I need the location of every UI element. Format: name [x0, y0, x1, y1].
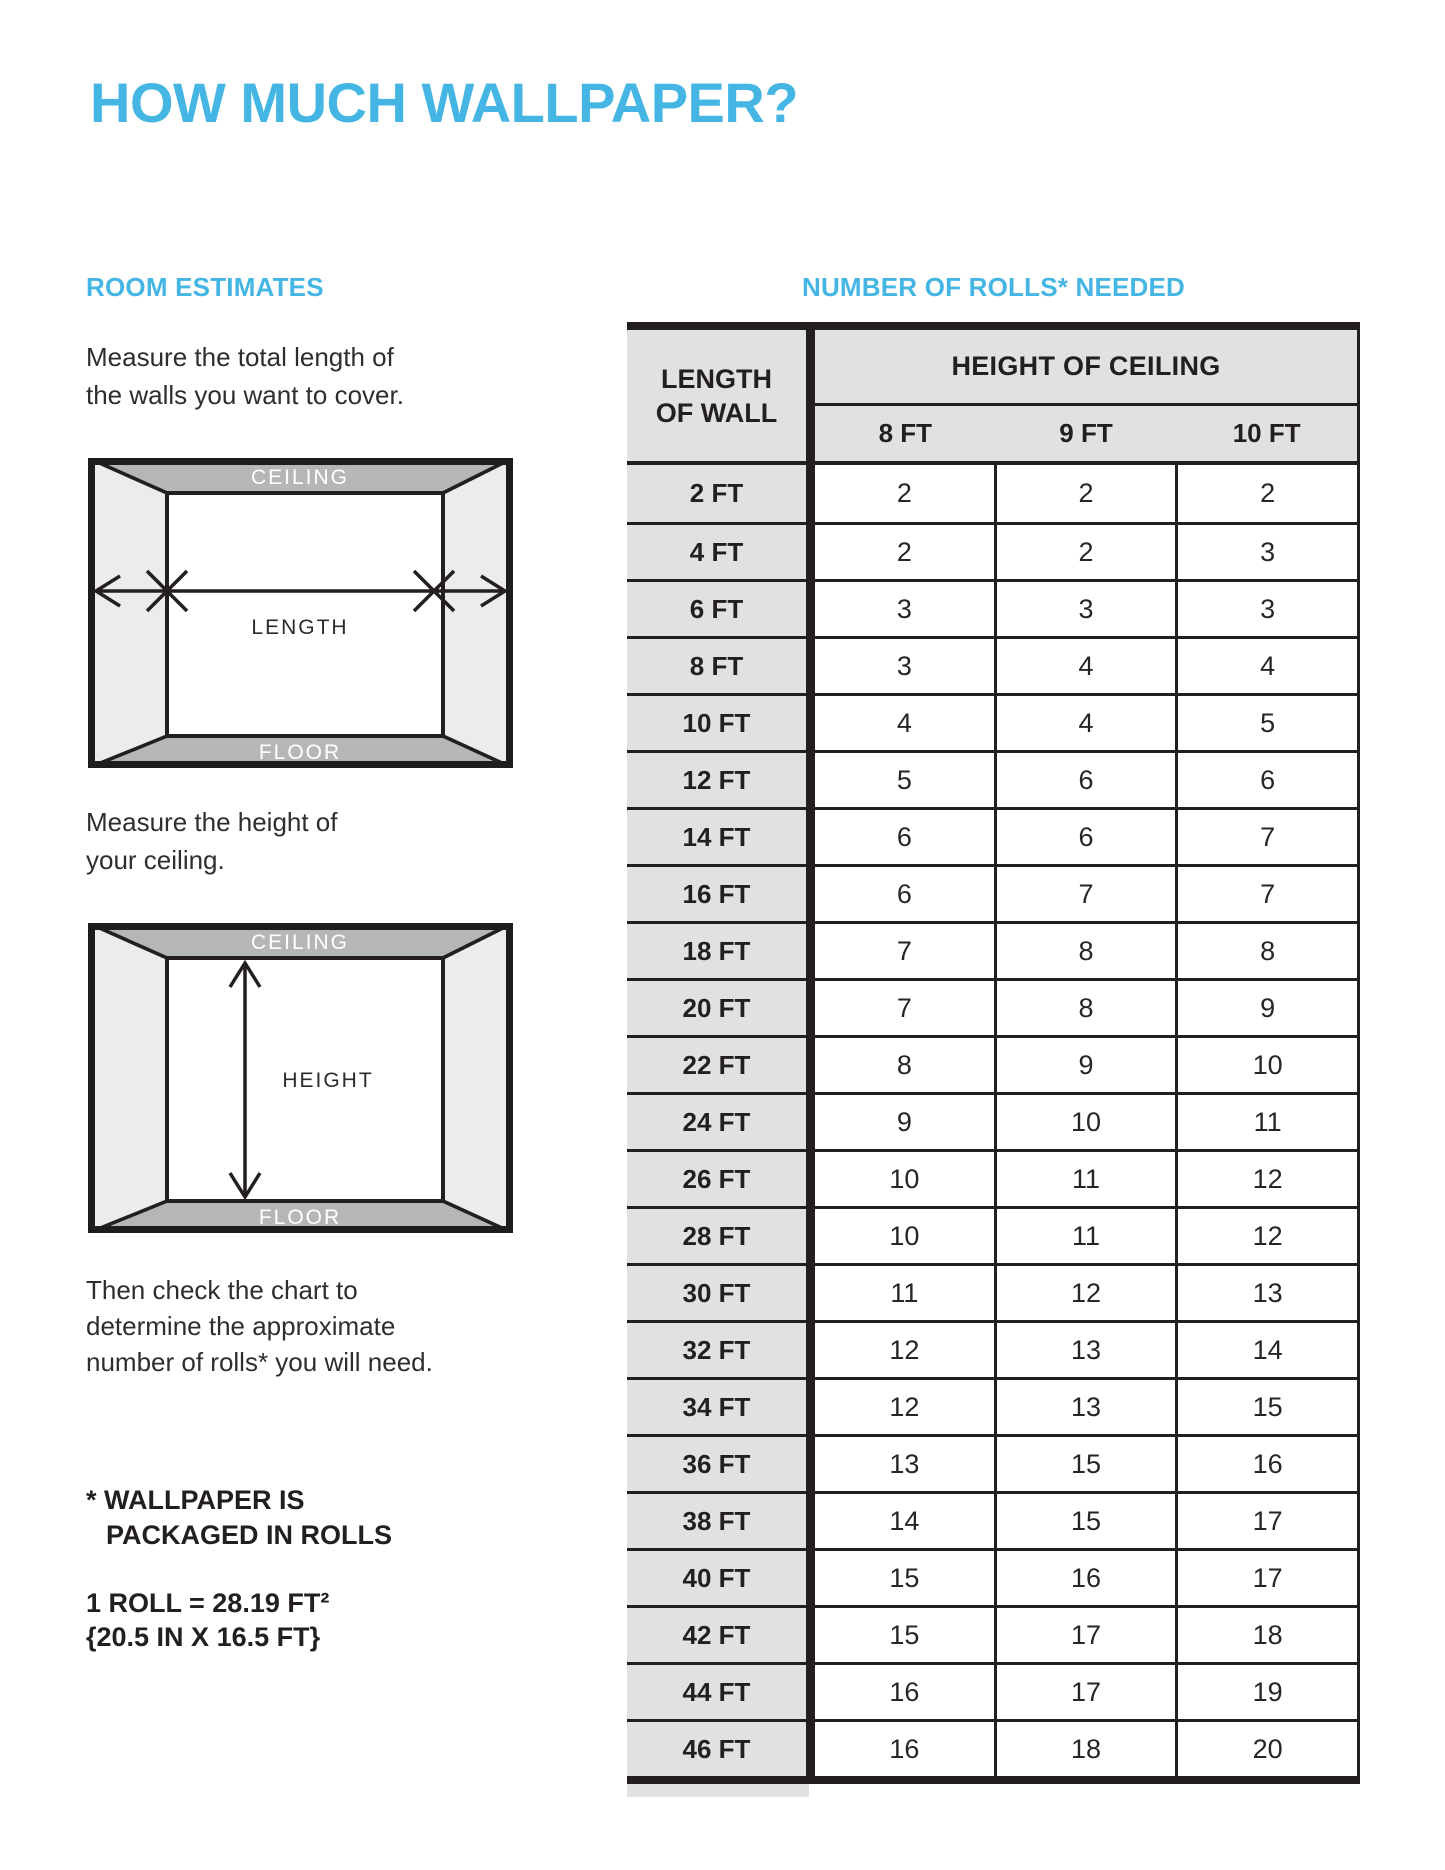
- roll-count-cell: 11: [994, 1152, 1176, 1206]
- floor-label: FLOOR: [258, 1206, 342, 1229]
- roll-count-cell: 7: [1175, 810, 1357, 864]
- roll-count-cell: 5: [815, 753, 994, 807]
- roll-count-cell: 4: [1175, 639, 1357, 693]
- column-divider: [806, 696, 815, 750]
- row-label-wall-length: 42 FT: [627, 1608, 806, 1662]
- roll-count-cell: 7: [815, 981, 994, 1035]
- column-divider: [806, 867, 815, 921]
- roll-count-cell: 4: [994, 639, 1176, 693]
- table-row: [627, 465, 1357, 522]
- roll-count-cell: 16: [815, 1665, 994, 1719]
- roll-count-cell: 6: [994, 810, 1176, 864]
- table-row: [627, 807, 1357, 864]
- height-of-ceiling-header: HEIGHT OF CEILING: [815, 330, 1357, 406]
- roll-count-cell: 13: [994, 1323, 1176, 1377]
- right-wall-surface: [443, 458, 513, 768]
- roll-count-cell: 2: [994, 465, 1176, 522]
- row-label-wall-length: 10 FT: [627, 696, 806, 750]
- table-row: [627, 1263, 1357, 1320]
- column-divider: [806, 330, 815, 461]
- roll-count-cell: 20: [1175, 1722, 1357, 1776]
- roll-count-cell: 13: [815, 1437, 994, 1491]
- roll-count-cell: 3: [994, 582, 1176, 636]
- column-divider: [806, 753, 815, 807]
- column-divider: [806, 1722, 815, 1776]
- roll-count-cell: 15: [815, 1551, 994, 1605]
- roll-count-cell: 11: [1175, 1095, 1357, 1149]
- wallpaper-rolls-footnote: [86, 1483, 392, 1553]
- table-row: [627, 1092, 1357, 1149]
- roll-count-cell: 16: [1175, 1437, 1357, 1491]
- roll-count-cell: 13: [1175, 1266, 1357, 1320]
- column-divider: [806, 525, 815, 579]
- roll-count-cell: 7: [994, 867, 1176, 921]
- column-divider: [806, 1551, 815, 1605]
- step1-instruction: Measure the total length of the walls you want to cover.: [86, 342, 404, 410]
- ceiling-label: CEILING: [250, 931, 350, 954]
- table-row: [627, 1719, 1357, 1776]
- roll-count-cell: 9: [994, 1038, 1176, 1092]
- column-divider: [806, 465, 815, 522]
- ceiling-label: CEILING: [250, 466, 350, 489]
- roll-count-cell: 3: [1175, 525, 1357, 579]
- room-length-diagram: [88, 458, 513, 768]
- roll-count-cell: 7: [815, 924, 994, 978]
- table-row: [627, 1320, 1357, 1377]
- row-label-wall-length: 18 FT: [627, 924, 806, 978]
- table-row: [627, 750, 1357, 807]
- row-label-wall-length: 12 FT: [627, 753, 806, 807]
- table-header: [627, 330, 1357, 465]
- row-label-wall-length: 6 FT: [627, 582, 806, 636]
- column-divider: [806, 1152, 815, 1206]
- roll-count-cell: 10: [994, 1095, 1176, 1149]
- roll-count-cell: 6: [815, 867, 994, 921]
- roll-count-cell: 8: [994, 924, 1176, 978]
- table-row: [627, 579, 1357, 636]
- table-row: [627, 1491, 1357, 1548]
- room-height-diagram-svg: [88, 923, 513, 1233]
- table-row: [627, 636, 1357, 693]
- column-divider: [806, 1038, 815, 1092]
- page-title: HOW MUCH WALLPAPER?: [90, 71, 799, 134]
- roll-count-cell: 12: [994, 1266, 1176, 1320]
- row-label-wall-length: 2 FT: [627, 465, 806, 522]
- step2-instruction: Measure the height of your ceiling.: [86, 807, 338, 875]
- roll-count-cell: 10: [815, 1152, 994, 1206]
- column-divider: [806, 1323, 815, 1377]
- roll-count-cell: 8: [815, 1038, 994, 1092]
- row-label-wall-length: 38 FT: [627, 1494, 806, 1548]
- roll-count-cell: 3: [815, 639, 994, 693]
- roll-count-cell: 11: [994, 1209, 1176, 1263]
- table-body: [627, 465, 1357, 1776]
- row-label-wall-length: 16 FT: [627, 867, 806, 921]
- roll-count-cell: 16: [815, 1722, 994, 1776]
- roll-count-cell: 18: [994, 1722, 1176, 1776]
- footnote-line2: PACKAGED IN ROLLS: [106, 1520, 393, 1550]
- roll-count-cell: 12: [815, 1380, 994, 1434]
- roll-count-cell: 5: [1175, 696, 1357, 750]
- row-label-wall-length: 8 FT: [627, 639, 806, 693]
- table-row: [627, 1206, 1357, 1263]
- column-divider: [806, 1209, 815, 1263]
- ceiling-height-header-group: [815, 330, 1357, 461]
- roll-count-cell: 4: [815, 696, 994, 750]
- roll-count-cell: 12: [815, 1323, 994, 1377]
- floor-label: FLOOR: [258, 741, 342, 764]
- table-row: [627, 1548, 1357, 1605]
- row-label-wall-length: 46 FT: [627, 1722, 806, 1776]
- row-label-wall-length: 40 FT: [627, 1551, 806, 1605]
- column-divider: [806, 1494, 815, 1548]
- roll-count-cell: 2: [994, 525, 1176, 579]
- column-divider: [806, 1437, 815, 1491]
- left-wall-surface: [88, 923, 167, 1233]
- roll-count-cell: 3: [815, 582, 994, 636]
- roll-count-cell: 2: [1175, 465, 1357, 522]
- roll-count-cell: 9: [815, 1095, 994, 1149]
- roll-count-cell: 15: [994, 1494, 1176, 1548]
- roll-count-cell: 19: [1175, 1665, 1357, 1719]
- room-estimates-heading: ROOM ESTIMATES: [86, 272, 324, 302]
- length-of-wall-header: LENGTH OF WALL: [655, 363, 778, 428]
- row-label-wall-length: 4 FT: [627, 525, 806, 579]
- roll-count-cell: 6: [1175, 753, 1357, 807]
- row-label-wall-length: 20 FT: [627, 981, 806, 1035]
- roll-count-cell: 12: [1175, 1152, 1357, 1206]
- roll-count-cell: 15: [994, 1437, 1176, 1491]
- roll-count-cell: 14: [1175, 1323, 1357, 1377]
- column-header-10ft: 10 FT: [1232, 418, 1301, 448]
- table-row: [627, 693, 1357, 750]
- column-header-9ft: 9 FT: [1059, 418, 1113, 448]
- roll-count-cell: 17: [994, 1665, 1176, 1719]
- column-divider: [806, 1095, 815, 1149]
- ceiling-height-subheaders: [815, 406, 1357, 461]
- roll-count-cell: 13: [994, 1380, 1176, 1434]
- column-header-8ft: 8 FT: [878, 418, 933, 448]
- roll-count-cell: 6: [994, 753, 1176, 807]
- roll-count-cell: 10: [1175, 1038, 1357, 1092]
- row-label-wall-length: 24 FT: [627, 1095, 806, 1149]
- roll-count-cell: 6: [815, 810, 994, 864]
- rolls-needed-table: [627, 322, 1360, 1784]
- roll-count-cell: 3: [1175, 582, 1357, 636]
- table-row: [627, 921, 1357, 978]
- table-row: [627, 864, 1357, 921]
- column-divider: [806, 810, 815, 864]
- left-wall-surface: [88, 458, 167, 768]
- roll-size-info: [86, 1586, 329, 1654]
- row-label-wall-length: 22 FT: [627, 1038, 806, 1092]
- column-divider: [806, 639, 815, 693]
- roll-count-cell: 8: [994, 981, 1176, 1035]
- roll-count-cell: 4: [994, 696, 1176, 750]
- roll-count-cell: 8: [1175, 924, 1357, 978]
- table-row: [627, 1035, 1357, 1092]
- column-divider: [806, 924, 815, 978]
- table-row: [627, 1605, 1357, 1662]
- table-row: [627, 1149, 1357, 1206]
- length-measure-label: LENGTH: [251, 616, 349, 639]
- row-label-wall-length: 36 FT: [627, 1437, 806, 1491]
- row-label-wall-length: 44 FT: [627, 1665, 806, 1719]
- table-left-column-tab: [627, 1784, 809, 1797]
- column-divider: [806, 1380, 815, 1434]
- row-label-wall-length: 34 FT: [627, 1380, 806, 1434]
- roll-count-cell: 17: [1175, 1551, 1357, 1605]
- roll-count-cell: 7: [1175, 867, 1357, 921]
- row-label-wall-length: 32 FT: [627, 1323, 806, 1377]
- height-measure-label: HEIGHT: [282, 1069, 374, 1092]
- roll-count-cell: 17: [1175, 1494, 1357, 1548]
- column-divider: [806, 1608, 815, 1662]
- table-row: [627, 1662, 1357, 1719]
- table-row: [627, 522, 1357, 579]
- step3-instruction: Then check the chart to determine the approximate number of rolls* you will need.: [86, 1275, 433, 1377]
- column-divider: [806, 981, 815, 1035]
- roll-count-cell: 18: [1175, 1608, 1357, 1662]
- roll-area-line: 1 ROLL = 28.19 FT²: [86, 1588, 330, 1618]
- roll-count-cell: 15: [1175, 1380, 1357, 1434]
- roll-count-cell: 17: [994, 1608, 1176, 1662]
- roll-count-cell: 16: [994, 1551, 1176, 1605]
- roll-count-cell: 11: [815, 1266, 994, 1320]
- table-row: [627, 1434, 1357, 1491]
- table-row: [627, 978, 1357, 1035]
- right-wall-surface: [443, 923, 513, 1233]
- roll-count-cell: 14: [815, 1494, 994, 1548]
- footnote-line1: * WALLPAPER IS: [86, 1485, 305, 1515]
- roll-dimensions-line: {20.5 IN X 16.5 FT}: [86, 1622, 321, 1652]
- row-label-wall-length: 30 FT: [627, 1266, 806, 1320]
- roll-count-cell: 9: [1175, 981, 1357, 1035]
- roll-count-cell: 2: [815, 465, 994, 522]
- roll-count-cell: 15: [815, 1608, 994, 1662]
- back-wall-surface: [167, 493, 443, 736]
- rolls-needed-heading: NUMBER OF ROLLS* NEEDED: [801, 272, 1186, 302]
- column-divider: [806, 582, 815, 636]
- roll-count-cell: 2: [815, 525, 994, 579]
- column-divider: [806, 1266, 815, 1320]
- row-label-wall-length: 26 FT: [627, 1152, 806, 1206]
- table-row: [627, 1377, 1357, 1434]
- roll-count-cell: 12: [1175, 1209, 1357, 1263]
- roll-count-cell: 10: [815, 1209, 994, 1263]
- room-height-diagram: [88, 923, 513, 1233]
- row-label-wall-length: 14 FT: [627, 810, 806, 864]
- row-label-wall-length: 28 FT: [627, 1209, 806, 1263]
- room-length-diagram-svg: [88, 458, 513, 768]
- column-divider: [806, 1665, 815, 1719]
